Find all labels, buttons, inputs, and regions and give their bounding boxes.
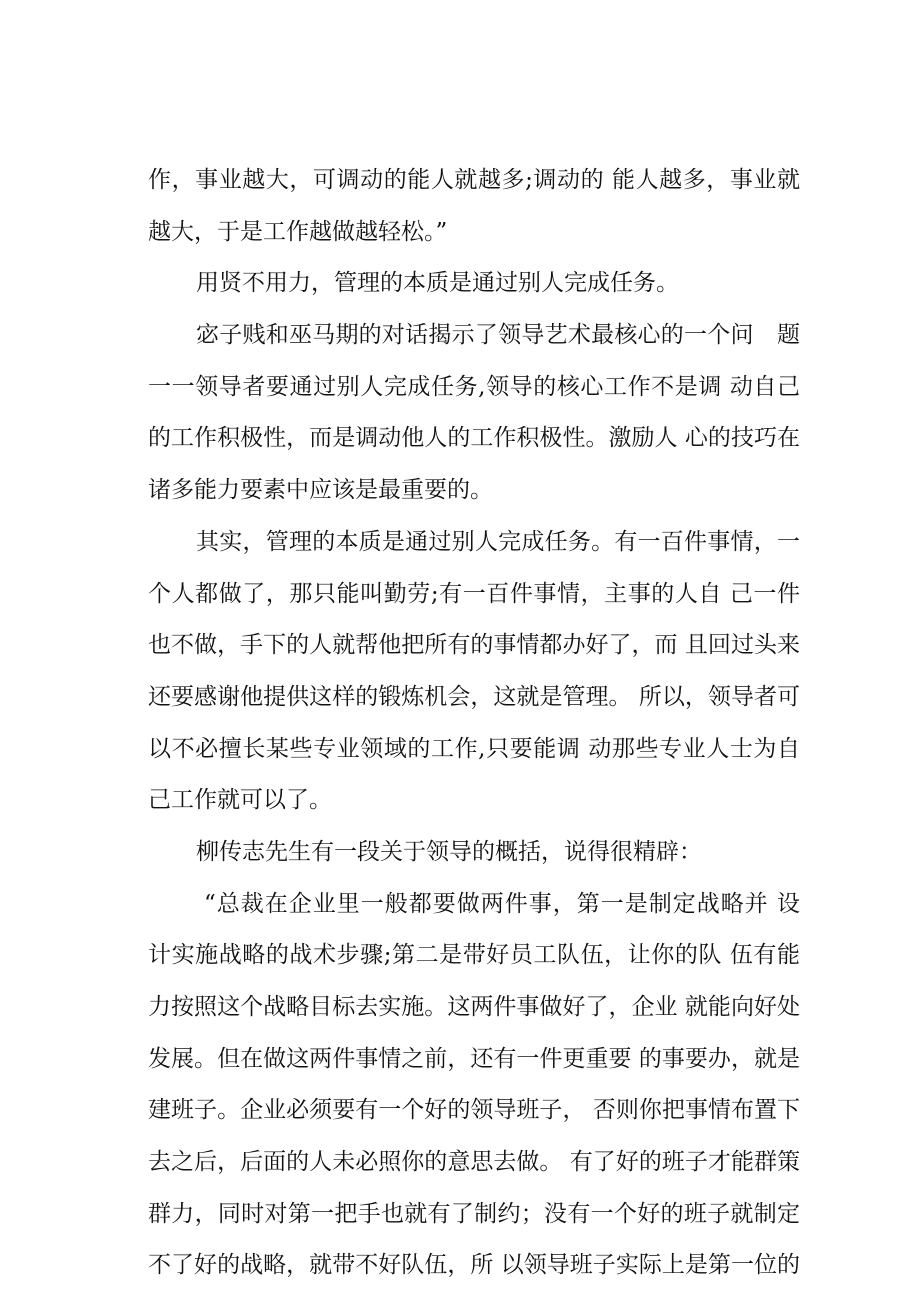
- text-line: 也不做，手下的人就帮他把所有的事情都办好了，而 且回过头来: [148, 632, 800, 659]
- text-line: 计实施战略的战术步骤;第二是带好员工队伍，让你的队 伍有能: [148, 942, 800, 969]
- text-line: 用贤不用力，管理的本质是通过别人完成任务。: [196, 270, 679, 297]
- text-line: 越大，于是工作越做越轻松。”: [148, 218, 448, 245]
- text-line: 柳传志先生有一段关于领导的概括，说得很精辟：: [196, 838, 702, 865]
- text-line: 建班子。企业必须要有一个好的领导班子， 否则你把事情布置下: [148, 1097, 800, 1124]
- text-line: 力按照这个战略目标去实施。这两件事做好了，企业 就能向好处: [148, 994, 800, 1020]
- text-line: 一一领导者要通过别人完成任务,领导的核心工作不是调 动自己: [148, 373, 800, 400]
- text-line: 诸多能力要素中应该是最重要的。: [148, 477, 493, 504]
- text-line: 群力，同时对第一把手也就有了制约；没有一个好的班子就制定: [148, 1200, 800, 1227]
- body-text: [148, 155, 800, 1292]
- text-line: 个人都做了，那只能叫勤劳;有一百件事情，主事的人自 己一件: [148, 580, 800, 607]
- text-line: 还要感谢他提供这样的锻炼机会，这就是管理。 所以，领导者可: [148, 683, 800, 710]
- text-line: 己工作就可以了。: [148, 787, 332, 814]
- text-line: “总裁在企业里一般都要做两件事，第一是制定战略并 设: [204, 890, 800, 917]
- text-line: 发展。但在做这两件事情之前，还有一件更重要 的事要办，就是: [148, 1045, 800, 1072]
- text-line: 去之后，后面的人未必照你的意思去做。 有了好的班子才能群策: [148, 1149, 800, 1176]
- text-line: 宓子贱和巫马期的对话揭示了领导艺术最核心的一个问 题: [196, 322, 800, 349]
- text-line: 的工作积极性，而是调动他人的工作积极性。激励人 心的技巧在: [148, 425, 800, 452]
- text-line: 作，事业越大，可调动的能人就越多;调动的 能人越多，事业就: [148, 167, 800, 193]
- text-line: 不了好的战略，就带不好队伍，所 以领导班子实际上是第一位的: [148, 1252, 800, 1279]
- text-line: 其实，管理的本质是通过别人完成任务。有一百件事情，一: [196, 528, 800, 555]
- text-line: 以不必擅长某些专业领域的工作,只要能调 动那些专业人士为自: [148, 735, 800, 762]
